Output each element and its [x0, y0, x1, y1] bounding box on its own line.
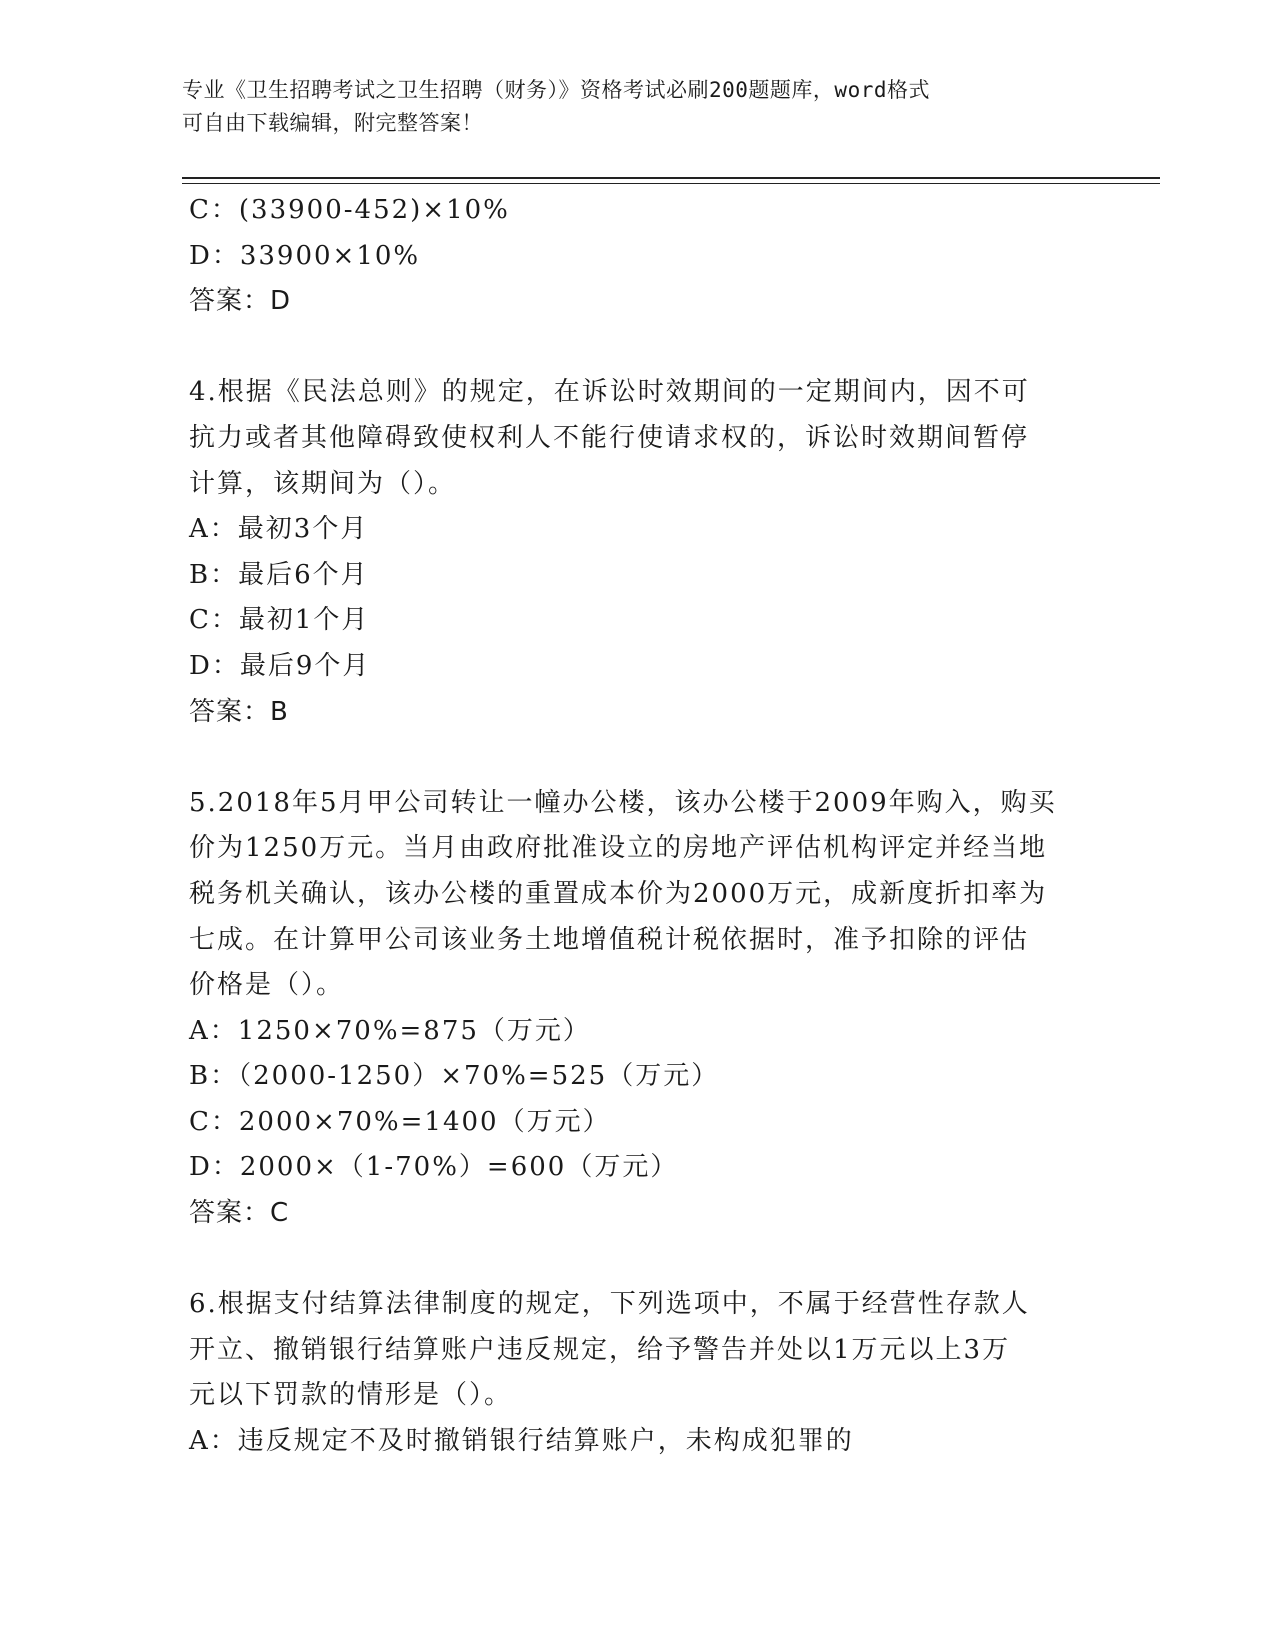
- header-title-line-2: 可自由下载编辑，附完整答案！: [182, 111, 483, 135]
- question-content: [189, 188, 1089, 1465]
- spacer: [189, 1237, 1089, 1283]
- header-divider-thin: [182, 183, 1160, 184]
- question-stem-line: 七成。在计算甲公司该业务土地增值税计税依据时，准予扣除的评估: [189, 924, 1030, 955]
- question-3-tail: [189, 188, 1089, 325]
- header-divider-thick: [182, 177, 1160, 179]
- spacer: [189, 325, 1089, 371]
- header-title-line-1: 专业《卫生招聘考试之卫生招聘（财务）》资格考试必刷200题题库，word格式: [182, 78, 930, 102]
- question-stem-line: 元以下罚款的情形是（）。: [189, 1380, 513, 1411]
- answer-line: 答案：C: [189, 1198, 290, 1229]
- option-c: C：2000×70%=1400（万元）: [189, 1106, 611, 1137]
- question-stem-line: 抗力或者其他障碍致使权利人不能行使请求权的，诉讼时效期间暂停: [189, 422, 1030, 453]
- option-d: D：2000×（1-70%）=600（万元）: [189, 1152, 679, 1183]
- question-5: [189, 781, 1089, 1237]
- question-stem-line: 4.根据《民法总则》的规定，在诉讼时效期间的一定期间内，因不可: [189, 377, 1030, 408]
- option-a: A：违反规定不及时撤销银行结算账户，未构成犯罪的: [189, 1426, 854, 1457]
- question-stem-line: 价为1250万元。当月由政府批准设立的房地产评估机构评定并经当地: [189, 833, 1048, 864]
- option-d: D：33900×10%: [189, 240, 421, 271]
- question-6: [189, 1282, 1089, 1464]
- answer-line: 答案：D: [189, 286, 292, 317]
- option-b: B：（2000-1250）×70%=525（万元）: [189, 1061, 720, 1092]
- spacer: [189, 735, 1089, 781]
- question-stem-line: 税务机关确认，该办公楼的重置成本价为2000万元，成新度折扣率为: [189, 878, 1048, 909]
- question-stem-line: 5.2018年5月甲公司转让一幢办公楼，该办公楼于2009年购入，购买: [189, 787, 1057, 818]
- question-stem-line: 6.根据支付结算法律制度的规定，下列选项中，不属于经营性存款人: [189, 1289, 1030, 1320]
- option-a: A：1250×70%=875（万元）: [189, 1015, 591, 1046]
- question-stem-line: 计算，该期间为（）。: [189, 468, 457, 499]
- option-d: D：最后9个月: [189, 650, 371, 681]
- option-a: A：最初3个月: [189, 514, 369, 545]
- option-c: C：(33900-452)×10%: [189, 195, 510, 225]
- document-header: [182, 74, 1062, 140]
- option-b: B：最后6个月: [189, 559, 369, 590]
- question-stem-line: 价格是（）。: [189, 970, 345, 1001]
- question-stem-line: 开立、撤销银行结算账户违反规定，给予警告并处以1万元以上3万: [189, 1334, 1011, 1365]
- question-4: [189, 370, 1089, 735]
- option-c: C：最初1个月: [189, 605, 370, 636]
- answer-line: 答案：B: [189, 696, 289, 727]
